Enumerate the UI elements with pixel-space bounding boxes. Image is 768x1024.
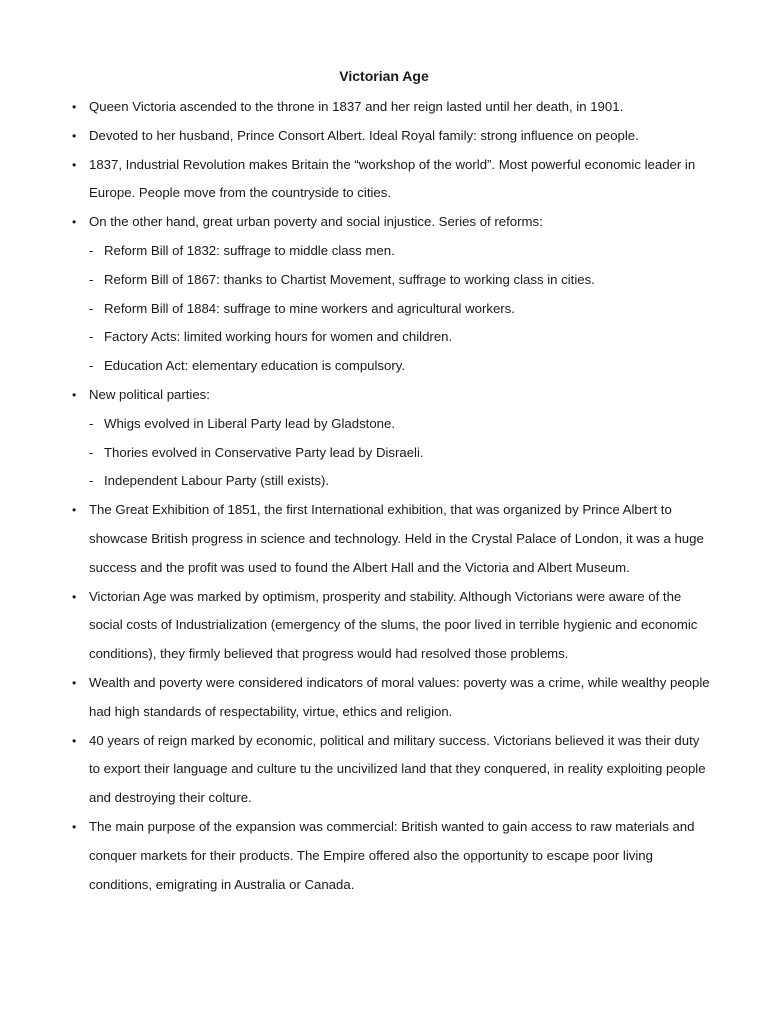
bullet-item — [70, 208, 710, 381]
sub-item — [89, 323, 710, 352]
document-body — [70, 93, 710, 899]
sub-item-text: Reform Bill of 1867: thanks to Chartist Movement, suffrage to working class in cities. — [104, 271, 595, 287]
bullet-text: Victorian Age was marked by optimism, prosperity and stability. Although Victorians were aware of the social costs of Industrialization (emergency of the slums, the poor lived in terrible hygienic and economic conditions), they firmly believed that progress would had resolved those problems. — [89, 588, 698, 662]
bullet-item — [70, 93, 710, 122]
sub-list — [89, 410, 710, 496]
sub-item — [89, 295, 710, 324]
dash-icon: - — [89, 444, 94, 460]
sub-item — [89, 237, 710, 266]
sub-item-text: Reform Bill of 1832: suffrage to middle class men. — [104, 242, 395, 258]
sub-item — [89, 352, 710, 381]
bullet-text: Wealth and poverty were considered indicators of moral values: poverty was a crime, while wealthy people had high standards of respectability, virtue, ethics and religion. — [89, 674, 710, 719]
dash-icon: - — [89, 473, 94, 489]
dash-icon: - — [89, 358, 94, 374]
bullet-icon: • — [72, 128, 77, 143]
bullet-text: Queen Victoria ascended to the throne in 1837 and her reign lasted until her death, in 1901. — [89, 99, 624, 114]
bullet-item — [70, 727, 710, 813]
bullet-item — [70, 381, 710, 496]
sub-item-text: Independent Labour Party (still exists). — [104, 473, 330, 489]
bullet-item — [70, 813, 710, 899]
bullet-item — [70, 151, 710, 209]
bullet-text: 40 years of reign marked by economic, political and military success. Victorians believed it was their duty to export their language and culture tu the uncivilized land that they conquered, in reality exploiting people and destroying their colture. — [89, 732, 706, 806]
sub-item-text: Whigs evolved in Liberal Party lead by Gladstone. — [104, 415, 396, 431]
sub-list — [89, 237, 710, 381]
bullet-item — [70, 496, 710, 582]
dash-icon: - — [89, 329, 94, 345]
sub-item — [89, 410, 710, 439]
bullet-icon: • — [72, 100, 77, 114]
sub-item — [89, 467, 710, 496]
dash-icon: - — [89, 300, 94, 316]
bullet-icon: • — [72, 733, 77, 748]
bullet-icon: • — [72, 503, 77, 518]
bullet-icon: • — [72, 387, 77, 402]
bullet-item — [70, 583, 710, 669]
dash-icon: - — [89, 415, 94, 431]
sub-item-text: Reform Bill of 1884: suffrage to mine workers and agricultural workers. — [104, 300, 515, 316]
dash-icon: - — [89, 271, 94, 287]
sub-item-text: Thories evolved in Conservative Party lead by Disraeli. — [104, 444, 424, 460]
bullet-icon: • — [72, 675, 77, 690]
bullet-item — [70, 669, 710, 727]
bullet-list — [70, 93, 710, 899]
bullet-text: 1837, Industrial Revolution makes Britain the “workshop of the world”. Most powerful economic leader in Europe. People move from the countryside to cities. — [89, 156, 696, 201]
bullet-item — [70, 122, 710, 151]
sub-item — [89, 439, 710, 468]
bullet-text: The main purpose of the expansion was commercial: British wanted to gain access to raw materials and conquer markets for their products. The Empire offered also the opportunity to escape poor living conditions, emigrating in Australia or Canada. — [89, 818, 695, 892]
page-title: Victorian Age — [339, 68, 429, 84]
bullet-icon: • — [72, 589, 77, 604]
bullet-icon: • — [72, 157, 77, 172]
sub-item — [89, 266, 710, 295]
bullet-icon: • — [72, 215, 77, 230]
sub-item-text: Factory Acts: limited working hours for women and children. — [104, 329, 453, 345]
bullet-text: On the other hand, great urban poverty and social injustice. Series of reforms: — [89, 214, 543, 230]
bullet-icon: • — [72, 819, 77, 834]
bullet-text: The Great Exhibition of 1851, the first International exhibition, that was organized by Prince Albert to showcase British progress in science and technology. Held in the Crystal Palace of London, it was a huge success and the profit was used to found the Albert Hall and the Victoria and Albert Museum. — [89, 502, 704, 575]
bullet-text: Devoted to her husband, Prince Consort Albert. Ideal Royal family: strong influence on people. — [89, 127, 639, 143]
sub-item-text: Education Act: elementary education is compulsory. — [104, 358, 406, 374]
dash-icon: - — [89, 242, 94, 258]
bullet-text: New political parties: — [89, 386, 210, 402]
